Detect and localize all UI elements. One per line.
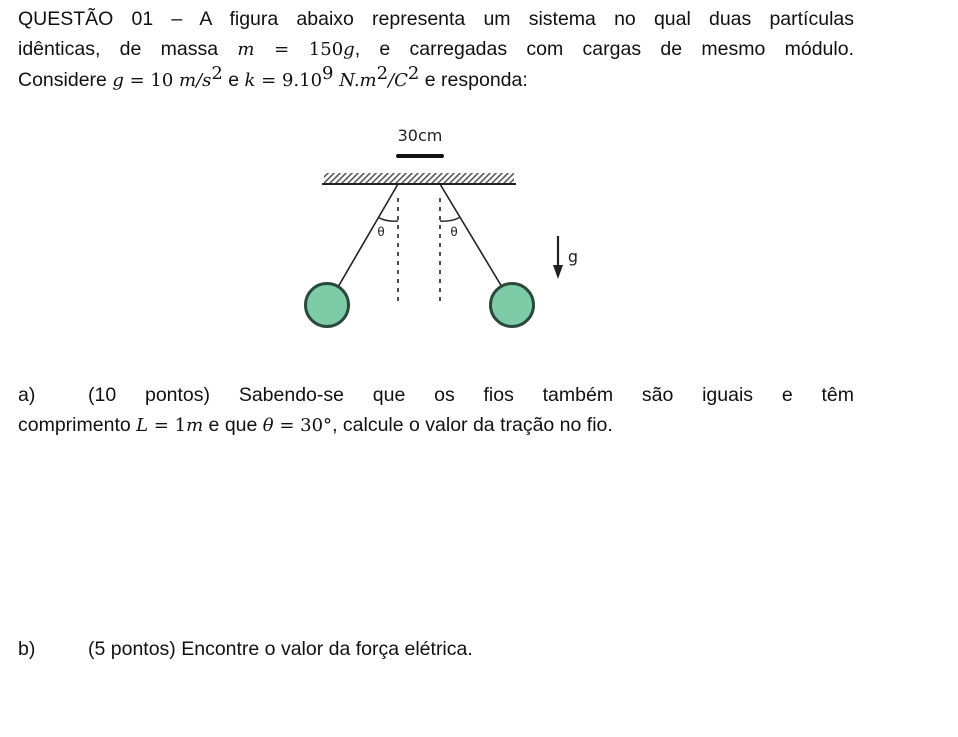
question-statement	[18, 4, 854, 96]
gravity-variable: g	[112, 70, 124, 91]
item-a-marker: a)	[18, 384, 36, 406]
sphere-right	[491, 284, 534, 327]
item-a-line-2: comprimento L = 1m e que θ = 30°, calcule o valor da tração no fio.	[18, 414, 613, 436]
ceiling-hatch	[324, 173, 514, 184]
string-right	[440, 184, 502, 287]
item-b-marker: b)	[18, 638, 36, 660]
gravity-label: g	[567, 247, 579, 266]
distance-label: 30cm	[397, 126, 443, 145]
angle-arc-right	[440, 218, 460, 222]
angle-label-right: θ	[450, 225, 458, 239]
question-line-3: Considere g = 10 $m/s^2$ e $k = 9.10^9$ $N.m^2/C^2$ e responda:	[18, 63, 528, 91]
mass-variable: m	[237, 39, 255, 60]
string-left	[338, 184, 398, 287]
angle-arc-left	[379, 218, 399, 222]
item-a-line-1: a) (10 pontos) Sabendo-se que os fios também são iguais e têm	[18, 380, 854, 410]
item-b-line: b) (5 pontos) Encontre o valor da força elétrica.	[18, 634, 854, 664]
theta-variable: θ	[262, 415, 274, 436]
length-variable: L	[136, 415, 149, 436]
pendulum-figure	[296, 120, 596, 345]
item-b	[18, 634, 854, 664]
item-a	[18, 380, 854, 441]
sphere-left	[306, 284, 349, 327]
question-line-1: QUESTÃO 01 – A figura abaixo representa um sistema no qual duas partículas	[18, 8, 854, 30]
gravity-arrowhead	[553, 265, 563, 279]
coulomb-constant: k	[244, 70, 256, 91]
angle-label-left: θ	[377, 225, 385, 239]
question-line-2: idênticas, de massa m = 150g, e carregadas com cargas de mesmo módulo.	[18, 38, 854, 60]
